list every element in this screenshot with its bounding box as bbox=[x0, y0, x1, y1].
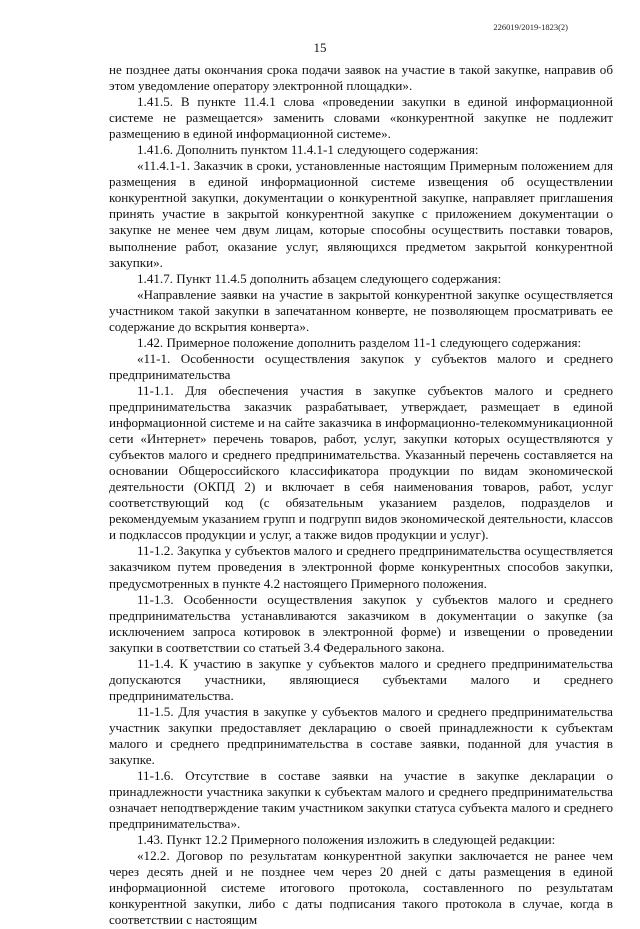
paragraph: 11-1.1. Для обеспечения участия в закупке субъектов малого и среднего предпринимательства заказчик разрабатывает, утверждает, размещает в единой информационной системе и на сайте заказчика в информационно-телекоммуникационной сети «Интернет» перечень товаров, работ, услуг, закупки которых осуществляются у субъектов малого и среднего предпринимательства. Указанный перечень составляется на основании Общероссийского классификатора продукции по видам экономической деятельности (ОКПД 2) и включает в себя наименования товаров, работ, услуг соответствующий код (с обязательным указанием разделов, подразделов и рекомендуемым указанием групп и подгрупп видов экономической деятельности, классов и подклассов продукции и услуг, а также видов продукции и услуг). bbox=[109, 382, 613, 543]
paragraph: «Направление заявки на участие в закрытой конкурентной закупке осуществляется участником такой закупки в запечатанном конверте, не позволяющем просматривать ее содержание до вскрытия конверта». bbox=[109, 286, 613, 334]
document-body bbox=[109, 62, 613, 929]
section-heading: «11-1. Особенности осуществления закупок у субъектов малого и среднего предпринимательства bbox=[109, 350, 613, 382]
paragraph: «12.2. Договор по результатам конкурентной закупки заключается не ранее чем через десять дней и не позднее чем через 20 дней с даты размещения в единой информационной системе итогового протокола, составленного по результатам конкурентной закупки, либо с даты подписания такого протокола в случае, когда в соответствии с настоящим bbox=[109, 848, 613, 928]
paragraph: не позднее даты окончания срока подачи заявок на участие в такой закупке, направив об этом уведомление оператору электронной площадки». bbox=[109, 62, 613, 94]
paragraph: 11-1.4. К участию в закупке у субъектов малого и среднего предпринимательства допускаются участники, являющиеся субъектами малого и среднего предпринимательства. bbox=[109, 655, 613, 703]
paragraph: 11-1.2. Закупка у субъектов малого и среднего предпринимательства осуществляется заказчиком путем проведения в электронной форме конкурентных способов закупки, предусмотренных в пункте 4.2 настоящего Примерного положения. bbox=[109, 543, 613, 591]
paragraph: 11-1.3. Особенности осуществления закупок у субъектов малого и среднего предпринимательства устанавливаются заказчиком в документации о закупке (за исключением запроса котировок в электронной форме) и извещении о проведении закупки в соответствии со статьей 3.4 Федерального закона. bbox=[109, 591, 613, 655]
paragraph: 11-1.5. Для участия в закупке у субъектов малого и среднего предпринимательства участник закупки предоставляет декларацию о своей принадлежности к субъектам малого и среднего предпринимательства в составе заявки, поданной для участия в закупке. bbox=[109, 703, 613, 768]
paragraph: 1.42. Примерное положение дополнить разделом 11-1 следующего содержания: bbox=[137, 334, 582, 350]
paragraph: «11.4.1-1. Заказчик в сроки, установленные настоящим Примерным положением для размещения в единой информационной системе извещения об осуществлении конкурентной закупки, документации о конкурентной закупке, направляет приглашения принять участие в закрытой конкурентной закупке с приложением документации о закупке не менее чем двум лицам, которые способны осуществить поставки товаров, выполнение работ, оказание услуг, являющихся предметом закрытой конкурентной закупки». bbox=[109, 158, 613, 270]
paragraph: 1.41.5. В пункте 11.4.1 слова «проведении закупки в единой информационной системе не размещается» заменить словами «конкурентной закупке не подлежит размещению в единой информационной системе». bbox=[109, 94, 613, 142]
page-number: 15 bbox=[313, 40, 327, 55]
paragraph: 1.41.6. Дополнить пунктом 11.4.1-1 следующего содержания: bbox=[137, 142, 479, 158]
paragraph: 11-1.6. Отсутствие в составе заявки на участие в закупке декларации о принадлежности участника закупки к субъектам малого и среднего предпринимательства означает неподтверждение таким участником закупки статуса субъекта малого и среднего предпринимательства». bbox=[109, 768, 613, 832]
paragraph: 1.41.7. Пункт 11.4.5 дополнить абзацем следующего содержания: bbox=[137, 270, 502, 286]
document-id: 226019/2019-1823(2) bbox=[493, 22, 568, 32]
paragraph: 1.43. Пункт 12.2 Примерного положения изложить в следующей редакции: bbox=[137, 832, 556, 848]
